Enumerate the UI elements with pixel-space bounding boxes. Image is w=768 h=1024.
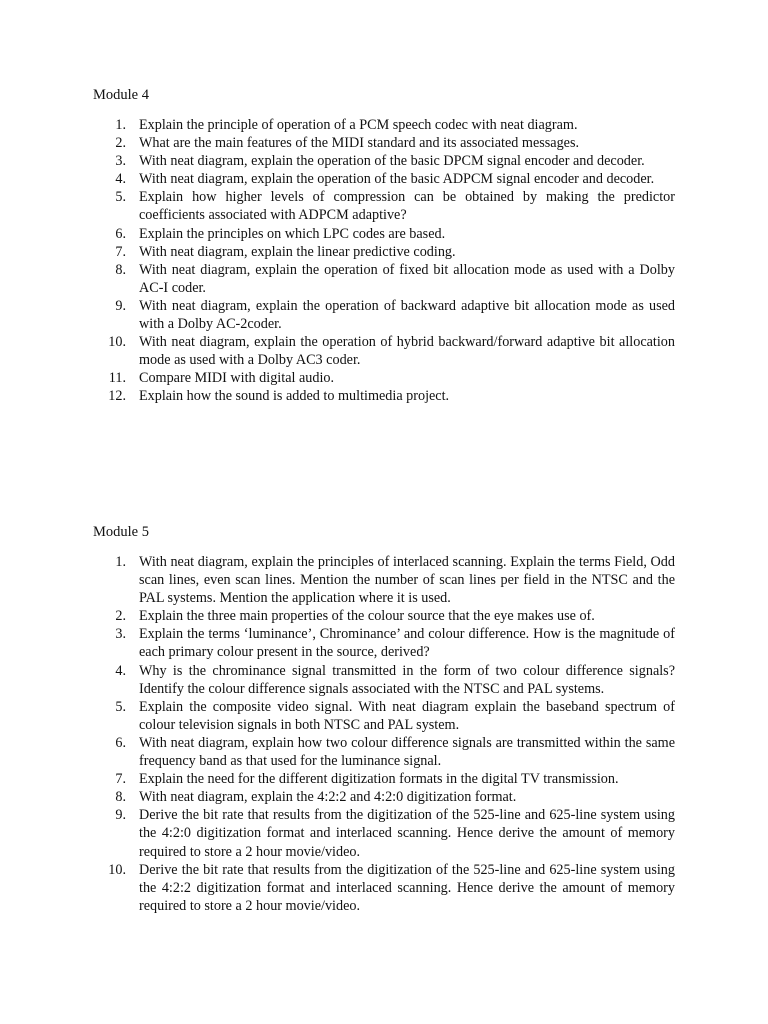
question-number: 8. — [115, 789, 126, 806]
question-item — [93, 553, 675, 607]
question-item — [93, 369, 675, 387]
question-item — [93, 387, 675, 405]
question-item — [93, 116, 675, 134]
question-number: 2. — [115, 135, 126, 152]
question-number: 1. — [115, 554, 126, 570]
question-item — [93, 662, 675, 698]
question-text: Explain the composite video signal. With neat diagram explain the baseband spectrum of colour television signals in both NTSC and PAL system. — [139, 698, 675, 733]
question-number: 10. — [108, 334, 126, 351]
question-item — [93, 134, 675, 152]
question-item — [93, 806, 675, 860]
question-item — [93, 188, 675, 224]
question-text: With neat diagram, explain the operation of the basic DPCM signal encoder and decoder. — [139, 153, 645, 170]
question-text: With neat diagram, explain the operation of fixed bit allocation mode as used with a Dolby AC-I coder. — [139, 261, 675, 296]
question-text: With neat diagram, explain how two colour difference signals are transmitted within the same frequency band as that used for the luminance signal. — [139, 734, 675, 770]
question-list — [93, 553, 675, 915]
question-number: 9. — [115, 297, 126, 314]
question-item — [93, 734, 675, 770]
question-text: With neat diagram, explain the linear predictive coding. — [139, 243, 456, 260]
question-number: 7. — [115, 243, 126, 260]
question-number: 7. — [115, 771, 126, 788]
question-number: 8. — [115, 261, 126, 278]
module-title: Module 4 — [93, 87, 149, 103]
question-number: 2. — [115, 608, 126, 625]
question-text: With neat diagram, explain the operation of hybrid backward/forward adaptive bit allocation mode as used with a Dolby AC3 coder. — [139, 334, 675, 369]
question-item — [93, 243, 675, 261]
question-text: Compare MIDI with digital audio. — [139, 370, 335, 387]
question-item — [93, 625, 675, 661]
module-title: Module 5 — [93, 524, 149, 540]
question-number: 4. — [115, 171, 126, 188]
question-item — [93, 152, 675, 170]
question-text: Explain the terms ‘luminance’, Chrominance’ and colour difference. How is the magnitude of each primary colour present in the source, derived? — [139, 626, 675, 661]
question-number: 4. — [115, 662, 126, 679]
question-text: With neat diagram, explain the principles of interlaced scanning. Explain the terms Field, Odd scan lines, even scan lines. Mention the number of scan lines per field in the NTSC and the PAL systems. Mention the application where it is used. — [139, 554, 675, 607]
question-number: 9. — [115, 807, 126, 824]
question-item — [93, 770, 675, 788]
question-text: Derive the bit rate that results from the digitization of the 525-line and 625-line system using the 4:2:2 digitization format and interlaced scanning. Hence derive the amount of memory required to store a 2 hour movie/video. — [139, 861, 675, 914]
question-number: 3. — [115, 626, 126, 643]
question-number: 11. — [108, 370, 126, 387]
question-item — [93, 225, 675, 243]
question-text: Explain the three main properties of the colour source that the eye makes use of. — [139, 608, 595, 625]
question-text: Why is the chrominance signal transmitted in the form of two colour difference signals? Identify the colour difference signals associated with the NTSC and PAL systems. — [139, 662, 675, 697]
question-text: With neat diagram, explain the 4:2:2 and 4:2:0 digitization format. — [139, 789, 517, 806]
question-number: 12. — [108, 388, 126, 405]
question-text: Explain how the sound is added to multimedia project. — [139, 388, 450, 405]
question-number: 5. — [115, 189, 126, 206]
question-item — [93, 170, 675, 188]
question-text: With neat diagram, explain the operation of the basic ADPCM signal encoder and decoder. — [139, 171, 655, 188]
question-text: Explain how higher levels of compression can be obtained by making the predictor coefficients associated with ADPCM adaptive? — [139, 189, 675, 224]
module-5-section — [93, 523, 675, 915]
question-number: 10. — [108, 861, 126, 878]
question-item — [93, 333, 675, 369]
question-number: 5. — [115, 698, 126, 715]
question-number: 6. — [115, 225, 126, 242]
question-text: Explain the need for the different digitization formats in the digital TV transmission. — [139, 771, 619, 788]
question-number: 3. — [115, 153, 126, 170]
question-item — [93, 261, 675, 297]
question-text: Explain the principle of operation of a PCM speech codec with neat diagram. — [139, 117, 578, 133]
question-number: 1. — [115, 117, 126, 133]
question-text: Explain the principles on which LPC codes are based. — [139, 225, 446, 242]
question-item — [93, 788, 675, 806]
question-item — [93, 861, 675, 915]
question-text: What are the main features of the MIDI standard and its associated messages. — [139, 135, 580, 152]
question-text: With neat diagram, explain the operation of backward adaptive bit allocation mode as used with a Dolby AC-2coder. — [139, 297, 675, 333]
question-item — [93, 698, 675, 734]
question-text: Derive the bit rate that results from the digitization of the 525-line and 625-line system using the 4:2:0 digitization format and interlaced scanning. Hence derive the amount of memory required to store a 2 hour movie/video. — [139, 807, 675, 860]
module-4-section — [93, 86, 675, 406]
question-list — [93, 116, 675, 406]
question-item — [93, 607, 675, 625]
question-item — [93, 297, 675, 333]
question-number: 6. — [115, 734, 126, 751]
